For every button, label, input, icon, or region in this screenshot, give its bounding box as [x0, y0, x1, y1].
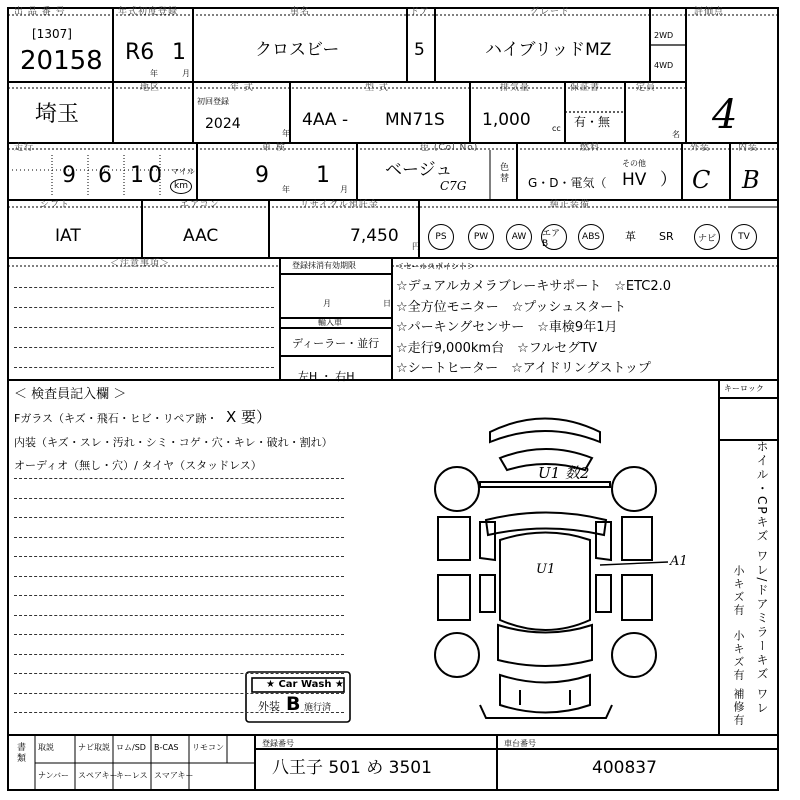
equipment-7: ナビ	[694, 224, 720, 250]
inspector-line-glass: Fガラス（キズ・飛石・ヒビ・リペア跡・	[14, 412, 218, 425]
frame-number-label: 車台番号	[504, 739, 536, 748]
doc-row1-item-2: ロム/SD	[116, 743, 146, 752]
frame-number: 400837	[592, 758, 657, 778]
equipment-5: 革	[625, 230, 636, 243]
fuel-close: ）	[660, 170, 677, 190]
color-label: 色 (Col.No)	[420, 143, 479, 153]
model-code: MN71S	[385, 110, 445, 130]
drive-4wd: 4WD	[654, 61, 674, 70]
sales-point-3: ☆走行9,000km台 ☆フルセグTV	[396, 340, 598, 356]
displacement-label: 排気量	[500, 83, 531, 93]
recycle-label: リサイクル預託金	[300, 200, 379, 210]
year-unit: 年	[282, 129, 290, 138]
plate-number-label: 登録番号	[262, 739, 294, 748]
grade: ハイブリッドMZ	[485, 40, 612, 60]
lot-number: 20158	[20, 46, 103, 76]
inspector-line-7	[14, 615, 344, 616]
equipment-8: TV	[731, 224, 757, 250]
inspector-line-4	[14, 556, 344, 557]
inspector-line-interior: 内装（キズ・スレ・汚れ・シミ・コゲ・穴・キレ・破れ・割れ）	[14, 436, 333, 449]
mileage-unit-mile: マイル	[171, 167, 195, 176]
fuel-label: 燃料	[580, 143, 601, 153]
interior-label: 内装	[738, 143, 759, 153]
inspector-line-10	[14, 673, 344, 674]
color-change-label: 色替	[498, 162, 508, 184]
inspection-label: 車 検	[262, 143, 286, 153]
sales-point-2: ☆パーキングセンサー ☆車検9年1月	[396, 320, 618, 335]
sales-point-4: ☆シートヒーター ☆アイドリングストップ	[396, 361, 651, 376]
inspector-notes-label: ＜ 検査員記入欄 ＞	[14, 387, 127, 402]
mileage-unit-km: km	[170, 179, 192, 194]
inspector-line-audio: オーディオ（無し・穴）/ タイヤ（スタッドレス）	[14, 459, 262, 472]
car-name-label: 車名	[290, 7, 311, 17]
lot-label: 出 品 番 号	[14, 7, 66, 17]
fuel-value: HV	[622, 170, 647, 190]
recycle-unit: 円	[412, 242, 420, 251]
inspector-line-9	[14, 654, 344, 655]
mileage-digit-1: 9	[62, 163, 76, 188]
inspection-year-suffix: 年	[282, 185, 290, 194]
lot-code: [1307]	[32, 27, 72, 41]
inspection-month-suffix: 月	[340, 185, 348, 194]
equipment-4: ABS	[578, 224, 604, 250]
mileage-label: 走行	[14, 143, 35, 153]
mileage-digit-4: 0	[148, 163, 162, 188]
fuel-options: G・D・電気（	[528, 176, 607, 190]
inspector-line-0	[14, 478, 344, 479]
inspector-line-2	[14, 517, 344, 518]
displacement-unit: cc	[552, 124, 561, 133]
doc-row2-item-3: スマアキー	[154, 771, 194, 780]
drive-2wd: 2WD	[654, 31, 674, 40]
equipment-3: エアB	[541, 224, 567, 250]
notes-label: ＜注意事項＞	[110, 259, 171, 269]
handle-side: 左H ・ 右H	[298, 370, 355, 383]
year-label: 年 式	[230, 83, 254, 93]
inspection-month: 1	[316, 163, 330, 188]
equipment-6: SR	[659, 230, 674, 243]
aircon-label: エアコン	[180, 200, 220, 210]
doc-row1-item-1: ナビ取説	[78, 743, 110, 752]
model-label: 型 式	[365, 83, 389, 93]
diagram-mark-hood: U1	[536, 562, 556, 577]
inspection-year: 9	[255, 163, 269, 188]
first-reg-month-suffix: 月	[182, 69, 190, 78]
model-prefix: 4AA -	[302, 110, 349, 130]
interior-score: B	[742, 166, 760, 194]
doc-row2-item-1: スペアキー	[78, 771, 118, 780]
car-wash-exterior: 外装	[258, 700, 280, 713]
imported-label: 初回登録	[197, 97, 229, 106]
plate-number: 八王子 501 め 3501	[272, 758, 432, 778]
inspector-line-1	[14, 498, 344, 499]
vertical-note-1: 小キズ有	[732, 565, 745, 617]
registration-expiry-label: 登録抹消有効期限	[292, 261, 356, 270]
doors-label: ドア	[410, 7, 430, 17]
color-code-handwritten: C7G	[440, 179, 467, 193]
import-channel: ディーラー・並行	[292, 337, 380, 350]
registration-expiry-month: 月	[323, 299, 331, 308]
recycle-amount: 7,450	[350, 226, 399, 246]
capacity-label: 定員	[636, 83, 657, 93]
region-label: 地区	[140, 83, 161, 93]
docs-label: 書類	[15, 742, 25, 764]
inspector-line-8	[14, 634, 344, 635]
key-lock-label: キーロック	[724, 384, 764, 393]
diagram-mark-right: A1	[670, 554, 688, 569]
displacement: 1,000	[482, 110, 531, 130]
aircon: AAC	[183, 226, 219, 246]
car-wash-done: 施行済	[304, 703, 332, 713]
car-name: クロスビー	[255, 40, 340, 60]
doc-row1-item-4: リモコン	[192, 743, 224, 752]
sales-point-1: ☆全方位モニター ☆プッシュスタート	[396, 299, 627, 315]
mileage-digit-2: 6	[98, 163, 112, 188]
color-name: ベージュ	[385, 160, 453, 180]
capacity-unit: 名	[672, 130, 680, 139]
warranty-label: 保証書	[570, 83, 601, 93]
exterior-score: C	[692, 166, 711, 194]
fuel-other-label: その他	[622, 159, 646, 168]
shift: IAT	[55, 226, 81, 246]
diagram-mark-roof: U1 数2	[538, 464, 590, 482]
vertical-note-2: 小キズ有	[732, 630, 745, 682]
inspector-line-3	[14, 537, 344, 538]
first-reg-month: 1	[172, 40, 186, 65]
doc-row2-item-2: キーレス	[116, 771, 148, 780]
vertical-note-main: ホイル・CPキズ ワレ/ドアミラーキズ ワレ	[755, 440, 769, 716]
glass-note: X 要）	[226, 408, 272, 426]
mileage-digit-3: 1	[130, 163, 144, 188]
doc-row2-item-0: ナンバー	[38, 771, 70, 780]
region: 埼玉	[35, 102, 80, 127]
inspector-line-6	[14, 595, 344, 596]
rating-label: 評価点	[694, 7, 725, 17]
year: 2024	[205, 116, 241, 132]
import-title: 輸入車	[318, 318, 342, 327]
registration-expiry-day: 日	[383, 299, 391, 308]
grade-label: グレード	[530, 7, 571, 17]
warranty: 有・無	[574, 115, 611, 129]
doors: 5	[414, 40, 425, 60]
sales-points-label: ＜セールスポイント＞	[396, 262, 476, 271]
vertical-note-3: 補修有	[732, 688, 745, 727]
exterior-label: 外装	[690, 143, 711, 153]
shift-label: シフト	[40, 200, 71, 210]
equipment-1: PW	[468, 224, 494, 250]
car-wash-title: ★ Car Wash ★	[266, 679, 344, 690]
equipment-2: AW	[506, 224, 532, 250]
doc-row1-item-3: B-CAS	[154, 743, 179, 752]
sales-point-0: ☆デュアルカメラブレーキサポート ☆ETC2.0	[396, 279, 672, 294]
handwritten-score: 4	[712, 92, 738, 138]
first-reg-era-year: R6	[125, 40, 155, 65]
inspector-line-5	[14, 576, 344, 577]
car-wash-grade: B	[286, 693, 301, 715]
equipment-0: PS	[428, 224, 454, 250]
equipment-label: 純正装備	[550, 200, 591, 210]
doc-row1-item-0: 取説	[38, 743, 54, 752]
first-reg-year-suffix: 年	[150, 69, 158, 78]
initial-reg-label: 年式初度登録	[118, 7, 179, 17]
